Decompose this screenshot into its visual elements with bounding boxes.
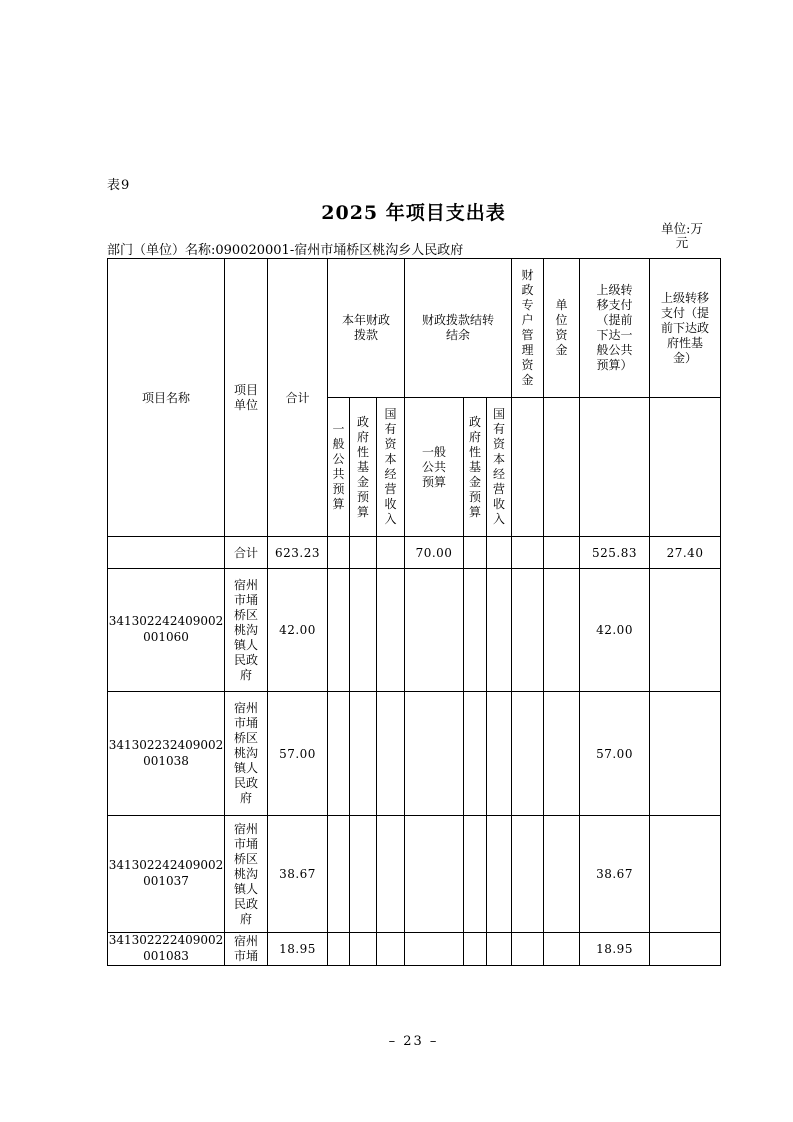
header-project-unit-label: 项目单位 — [234, 382, 259, 412]
transfer-fund-cell — [650, 569, 721, 692]
cy-general-cell — [328, 537, 350, 569]
subheader-cy-capital — [377, 398, 405, 537]
project-unit-cell — [225, 816, 268, 933]
project-unit-cell — [225, 569, 268, 692]
header-project-unit — [225, 259, 268, 537]
subheader-cy-general — [328, 398, 350, 537]
subheader-co-fund-label: 政府性基金预算 — [469, 414, 482, 519]
special-account-cell — [512, 569, 544, 692]
transfer-general-cell: 57.00 — [580, 692, 650, 816]
co-general-cell — [405, 692, 464, 816]
project-unit-label: 宿州市埇桥区桃沟镇人民政府 — [234, 701, 259, 805]
department-name-line: 部门（单位）名称:090020001-宿州市埇桥区桃沟乡人民政府 — [107, 243, 464, 258]
co-fund-cell — [464, 569, 487, 692]
table-row-truncated — [108, 933, 721, 966]
table-row — [108, 692, 721, 816]
co-capital-cell — [487, 537, 512, 569]
subheader-cy-fund — [350, 398, 377, 537]
special-account-cell — [512, 692, 544, 816]
header-row-1 — [108, 259, 721, 398]
subheader-co-capital-label: 国有资本经营收入 — [493, 407, 506, 526]
cy-general-cell — [328, 933, 350, 966]
unit-funds-cell — [544, 816, 580, 933]
cy-fund-cell — [350, 933, 377, 966]
empty-subheader-cell — [580, 398, 650, 537]
empty-subheader-cell — [650, 398, 721, 537]
cy-fund-cell — [350, 816, 377, 933]
total-cell: 57.00 — [268, 692, 328, 816]
co-general-cell — [405, 816, 464, 933]
header-carryover-label: 财政拨款结转结余 — [422, 313, 495, 342]
cy-fund-cell — [350, 569, 377, 692]
header-unit-funds — [544, 259, 580, 398]
header-carryover-group — [405, 259, 512, 398]
unit-funds-cell — [544, 933, 580, 966]
total-cell: 38.67 — [268, 816, 328, 933]
expenditure-table — [107, 258, 721, 966]
subheader-cy-fund-label: 政府性基金预算 — [357, 414, 370, 519]
project-code-cell: 341302232409002001038 — [108, 692, 225, 816]
header-special-account — [512, 259, 544, 398]
header-current-year-group — [328, 259, 405, 398]
header-transfer-general-label: 上级转移支付（提前下达一般公共预算） — [596, 283, 633, 372]
subheader-cy-capital-label: 国有资本经营收入 — [384, 407, 397, 526]
empty-subheader-cell — [512, 398, 544, 537]
co-general-cell — [405, 933, 464, 966]
project-unit-label: 宿州市埇 — [234, 934, 259, 963]
cy-general-cell — [328, 569, 350, 692]
transfer-fund-cell — [650, 816, 721, 933]
special-account-cell — [512, 933, 544, 966]
total-cell: 18.95 — [268, 933, 328, 966]
transfer-general-cell: 42.00 — [580, 569, 650, 692]
project-unit-cell — [225, 933, 268, 966]
cy-general-cell — [328, 816, 350, 933]
project-code-cell — [108, 537, 225, 569]
header-unit-funds-label: 单位资金 — [555, 298, 568, 357]
table-label: 表9 — [107, 178, 131, 193]
project-code-cell: 341302242409002001037 — [108, 816, 225, 933]
transfer-fund-cell — [650, 692, 721, 816]
cy-capital-cell — [377, 537, 405, 569]
co-fund-cell — [464, 816, 487, 933]
table-row-total — [108, 537, 721, 569]
co-capital-cell — [487, 816, 512, 933]
special-account-cell — [512, 816, 544, 933]
table-row — [108, 816, 721, 933]
project-unit-label: 宿州市埇桥区桃沟镇人民政府 — [234, 821, 259, 926]
header-transfer-fund — [650, 259, 721, 398]
co-general-cell — [405, 569, 464, 692]
header-transfer-general — [580, 259, 650, 398]
total-cell: 42.00 — [268, 569, 328, 692]
unit-note: 单位:万元 — [661, 221, 703, 251]
table-row — [108, 569, 721, 692]
co-capital-cell — [487, 692, 512, 816]
transfer-general-cell: 18.95 — [580, 933, 650, 966]
co-fund-cell — [464, 537, 487, 569]
header-special-account-label: 财政专户管理资金 — [521, 268, 534, 387]
project-code-cell: 341302242409002001060 — [108, 569, 225, 692]
project-unit-cell: 合计 — [225, 537, 268, 569]
subheader-co-capital — [487, 398, 512, 537]
project-unit-cell — [225, 692, 268, 816]
empty-subheader-cell — [544, 398, 580, 537]
cy-capital-cell — [377, 933, 405, 966]
page-title: 2025 年项目支出表 — [321, 202, 506, 224]
cy-fund-cell — [350, 537, 377, 569]
co-general-cell: 70.00 — [405, 537, 464, 569]
co-fund-cell — [464, 933, 487, 966]
header-total — [268, 259, 328, 537]
project-code-cell: 341302222409002001083 — [108, 933, 225, 966]
total-cell: 623.23 — [268, 537, 328, 569]
cy-capital-cell — [377, 569, 405, 692]
unit-funds-cell — [544, 537, 580, 569]
cy-capital-cell — [377, 692, 405, 816]
header-project-name-label: 项目名称 — [141, 391, 190, 405]
co-capital-cell — [487, 933, 512, 966]
subheader-cy-general-label: 一般公共预算 — [332, 422, 345, 511]
header-project-name — [108, 259, 225, 537]
co-capital-cell — [487, 569, 512, 692]
cy-capital-cell — [377, 816, 405, 933]
header-transfer-fund-label: 上级转移支付（提前下达政府性基金） — [661, 290, 710, 365]
subheader-co-general — [405, 398, 464, 537]
unit-funds-cell — [544, 692, 580, 816]
cy-general-cell — [328, 692, 350, 816]
unit-funds-cell — [544, 569, 580, 692]
transfer-fund-cell — [650, 933, 721, 966]
page-number: – 23 – — [388, 1034, 439, 1049]
co-fund-cell — [464, 692, 487, 816]
subheader-co-fund — [464, 398, 487, 537]
header-current-year-label: 本年财政拨款 — [342, 313, 391, 342]
project-unit-label: 宿州市埇桥区桃沟镇人民政府 — [234, 577, 259, 682]
header-total-label: 合计 — [285, 391, 310, 405]
transfer-fund-cell: 27.40 — [650, 537, 721, 569]
transfer-general-cell: 525.83 — [580, 537, 650, 569]
special-account-cell — [512, 537, 544, 569]
cy-fund-cell — [350, 692, 377, 816]
subheader-co-general-label: 一般公共预算 — [422, 444, 447, 489]
transfer-general-cell: 38.67 — [580, 816, 650, 933]
